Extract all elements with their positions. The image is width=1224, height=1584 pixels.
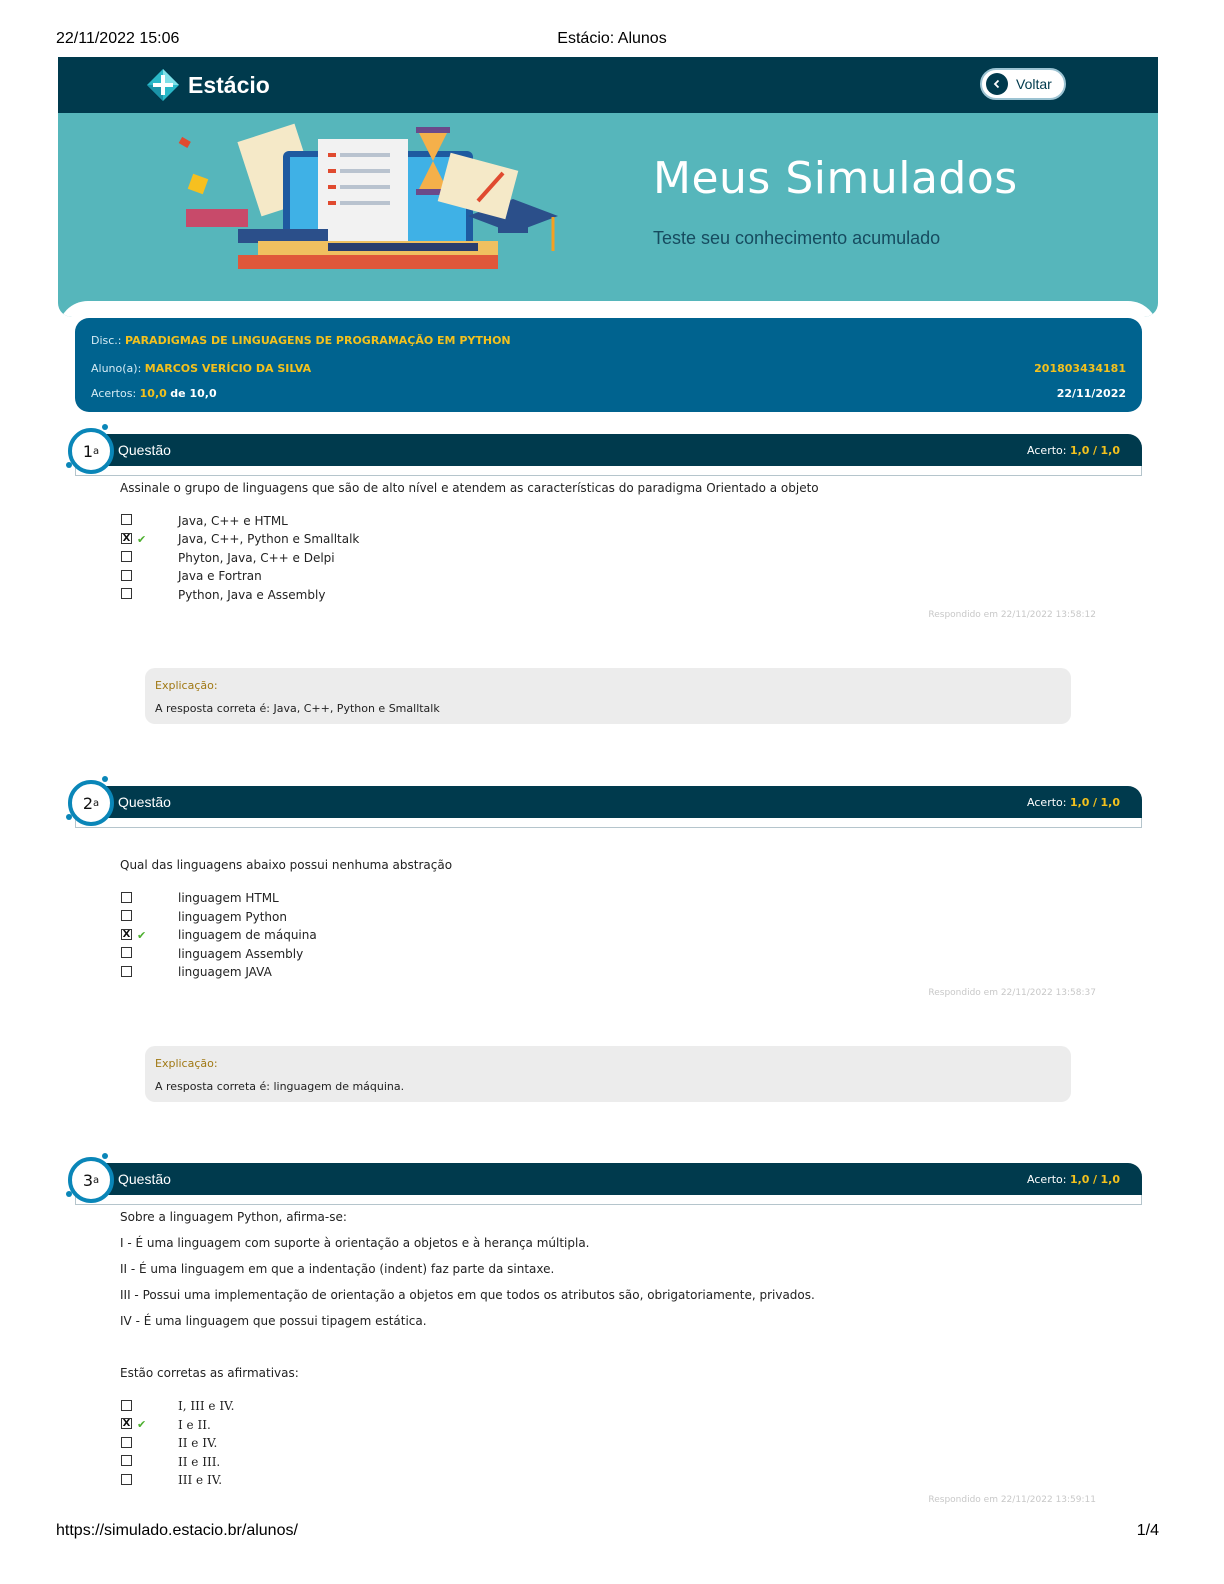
explanation-text: A resposta correta é: Java, C++, Python e Smalltalk — [155, 702, 440, 715]
question-3-statement-2: II - É uma linguagem em que a indentação (indent) faz parte da sintaxe. — [120, 1262, 555, 1276]
question-3-option-3-checkbox[interactable] — [121, 1437, 132, 1448]
discipline-row — [91, 334, 511, 347]
question-1-dot — [66, 462, 72, 468]
question-2-option-1-checkbox[interactable] — [121, 892, 132, 903]
question-1-option-4-checkbox[interactable] — [121, 570, 132, 581]
question-2-option-5[interactable]: linguagem JAVA — [178, 965, 272, 979]
chevron-left-icon — [986, 73, 1008, 95]
question-1-option-1[interactable]: Java, C++ e HTML — [178, 514, 288, 528]
brand-logo[interactable] — [146, 67, 270, 103]
student-row — [91, 362, 311, 375]
question-2-option-5-checkbox[interactable] — [121, 966, 132, 977]
hero-subtitle: Teste seu conhecimento acumulado — [653, 228, 941, 248]
question-3-dot — [102, 1153, 108, 1159]
score-value: 10,0 — [139, 387, 167, 400]
question-3-option-2-checkbox[interactable] — [121, 1418, 132, 1429]
question-2-label: Questão — [118, 794, 171, 810]
discipline-label: Disc.: — [91, 334, 122, 347]
question-2-option-2[interactable]: linguagem Python — [178, 910, 287, 924]
print-page-title: Estácio: Alunos — [557, 30, 667, 47]
question-3-label: Questão — [118, 1171, 171, 1187]
question-2-explanation — [145, 1046, 1071, 1102]
question-1-responded-time: Respondido em 22/11/2022 13:58:12 — [928, 610, 1096, 620]
explanation-label: Explicação: — [155, 679, 218, 692]
question-3-option-1-checkbox[interactable] — [121, 1400, 132, 1411]
question-2-option-4-checkbox[interactable] — [121, 947, 132, 958]
exam-date: 22/11/2022 — [1056, 387, 1126, 400]
study-illustration — [168, 121, 568, 291]
question-3-option-2[interactable]: I e II. — [178, 1418, 211, 1432]
correct-check-icon: ✔ — [137, 929, 147, 942]
question-2-dot — [102, 776, 108, 782]
question-2-option-4[interactable]: linguagem Assembly — [178, 947, 304, 961]
print-datetime: 22/11/2022 15:06 — [56, 30, 180, 47]
question-1-header — [75, 434, 1142, 466]
question-3-statement-4: IV - É uma linguagem que possui tipagem estática. — [120, 1314, 427, 1328]
question-3-score: Acerto: 1,0 / 1,0 — [1027, 1173, 1120, 1186]
question-1-option-2[interactable]: Java, C++, Python e Smalltalk — [178, 532, 360, 546]
question-3-option-3[interactable]: II e IV. — [178, 1436, 218, 1450]
hero-curve — [58, 301, 1158, 317]
estacio-diamond-icon — [146, 68, 180, 102]
print-url: https://simulado.estacio.br/alunos/ — [56, 1522, 298, 1539]
question-3-statement-3: III - Possui uma implementação de orientação a objetos em que todos os atributos são, obrigatoriamente, privados. — [120, 1288, 815, 1302]
explanation-text: A resposta correta é: linguagem de máquina. — [155, 1080, 405, 1093]
question-3-underline — [75, 1195, 1142, 1205]
question-2-score: Acerto: 1,0 / 1,0 — [1027, 796, 1120, 809]
question-2-number: 2 a — [68, 780, 114, 826]
question-1-option-1-checkbox[interactable] — [121, 514, 132, 525]
top-navbar — [58, 57, 1158, 113]
question-1-option-5[interactable]: Python, Java e Assembly — [178, 588, 326, 602]
question-1-option-3-checkbox[interactable] — [121, 551, 132, 562]
question-2-header — [75, 786, 1142, 818]
brand-name: Estácio — [188, 71, 270, 98]
question-3-option-4-checkbox[interactable] — [121, 1455, 132, 1466]
hero-title: Meus Simulados — [653, 153, 1018, 204]
question-3-number: 3 a — [68, 1157, 114, 1203]
question-3-option-1[interactable]: I, III e IV. — [178, 1399, 235, 1413]
question-1-option-5-checkbox[interactable] — [121, 588, 132, 599]
question-1-score: Acerto: 1,0 / 1,0 — [1027, 444, 1120, 457]
question-3-dot — [66, 1191, 72, 1197]
back-button[interactable] — [980, 68, 1066, 100]
score-row — [91, 387, 217, 400]
question-1-option-4[interactable]: Java e Fortran — [178, 569, 262, 583]
print-page-number: 1/4 — [1136, 1522, 1159, 1539]
question-3-statement-1: I - É uma linguagem com suporte à orientação a objetos e à herança múltipla. — [120, 1236, 590, 1250]
question-3-prompt: Estão corretas as afirmativas: — [120, 1366, 299, 1380]
question-1-label: Questão — [118, 442, 171, 458]
question-2-option-3[interactable]: linguagem de máquina — [178, 928, 317, 942]
question-1-stem: Assinale o grupo de linguagens que são de alto nível e atendem as características do paradigma Orientado a objeto — [120, 481, 819, 495]
student-id: 201803434181 — [1034, 362, 1126, 375]
question-1-underline — [75, 466, 1142, 476]
question-2-underline — [75, 818, 1142, 828]
correct-check-icon: ✔ — [137, 533, 147, 546]
explanation-label: Explicação: — [155, 1057, 218, 1070]
student-label: Aluno(a): — [91, 362, 142, 375]
question-2-option-2-checkbox[interactable] — [121, 910, 132, 921]
question-2-option-1[interactable]: linguagem HTML — [178, 891, 279, 905]
question-2-stem: Qual das linguagens abaixo possui nenhuma abstração — [120, 858, 453, 872]
discipline-value: PARADIGMAS DE LINGUAGENS DE PROGRAMAÇÃO EM PYTHON — [125, 334, 511, 347]
question-3-header — [75, 1163, 1142, 1195]
correct-check-icon: ✔ — [137, 1418, 147, 1431]
question-3-option-5[interactable]: III e IV. — [178, 1473, 223, 1487]
question-1-number: 1 a — [68, 428, 114, 474]
question-3-stem: Sobre a linguagem Python, afirma-se: — [120, 1210, 347, 1224]
student-name: MARCOS VERÍCIO DA SILVA — [144, 362, 312, 375]
question-3-option-4[interactable]: II e III. — [178, 1455, 221, 1469]
back-button-label: Voltar — [1016, 76, 1052, 92]
question-1-option-2-checkbox[interactable] — [121, 533, 132, 544]
hero-banner — [58, 113, 1158, 317]
question-3-option-5-checkbox[interactable] — [121, 1474, 132, 1485]
question-1-dot — [102, 424, 108, 430]
question-2-responded-time: Respondido em 22/11/2022 13:58:37 — [928, 988, 1096, 998]
question-3-responded-time: Respondido em 22/11/2022 13:59:11 — [928, 1495, 1096, 1505]
question-1-option-3[interactable]: Phyton, Java, C++ e Delpi — [178, 551, 335, 565]
question-2-option-3-checkbox[interactable] — [121, 929, 132, 940]
score-total: de 10,0 — [170, 387, 217, 400]
question-2-dot — [66, 814, 72, 820]
score-label: Acertos: — [91, 387, 137, 400]
question-1-explanation — [145, 668, 1071, 724]
exam-info-panel — [75, 318, 1142, 412]
